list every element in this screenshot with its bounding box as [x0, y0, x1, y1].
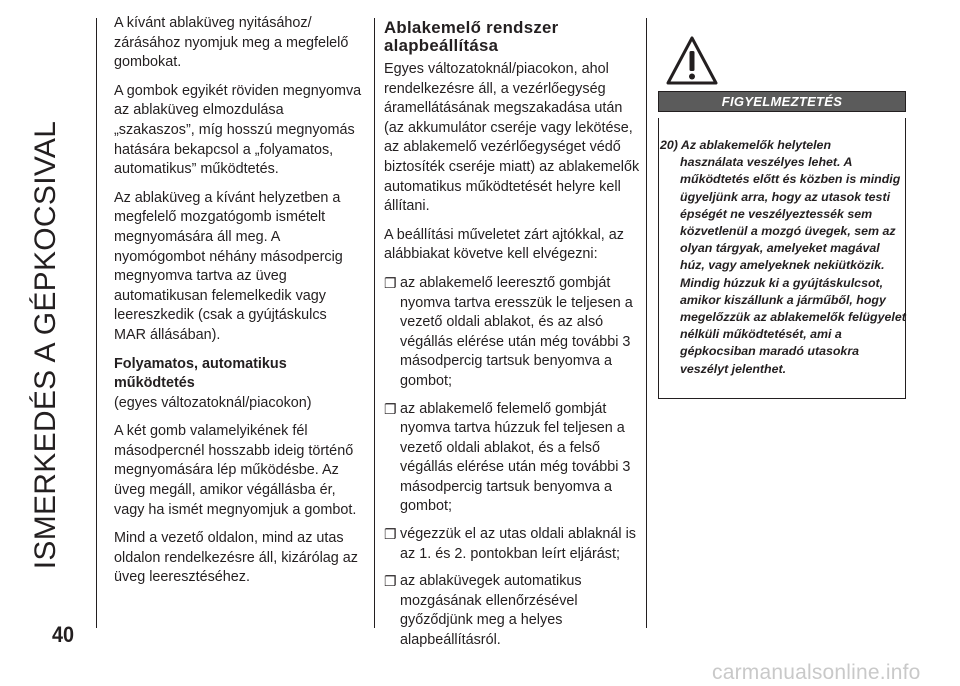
paragraph: A gombok egyikét röviden megnyomva az ablaküveg elmozdulása „szakaszos”, míg hosszú megnyomás hatására bekapcsol a „folyamatos, automatikus” működtetés. [114, 82, 362, 178]
chapter-title: ISMERKEDÉS A GÉPKOCSIVAL [29, 120, 62, 570]
list-item [384, 572, 640, 650]
paragraph: Mind a vezető oldalon, mind az utas oldalon rendelkezésre áll, kizárólag az üveg leeresztéséhez. [114, 530, 358, 586]
heading-note: (egyes változatoknál/piacokon) [114, 394, 312, 411]
list-item [384, 525, 640, 564]
warning-body: használata veszélyes lehet. A működtetés előtt és közben is mindig ügyeljünk arra, hogy az utasok testi épségét ne veszélyeztessék sem közvetlenül a mozgó üvegek, sem az olyan tárgyak, amelyeket magával húz, vagy amelyeknek nekiütközik. Mindig húzzuk ki a gyújtáskulcsot, amikor kiszállunk a járműből, hogy megelőzzük az ablakemelők felügyelet nélküli működtetését, ami a gépkocsiban maradó utasokra veszélyt jelenthet. [680, 155, 906, 376]
list-item-text: végezzük el az utas oldali ablaknál is az 1. és 2. pontokban leírt eljárást; [400, 526, 636, 562]
checkbox-bullet-icon: ❐ [384, 526, 397, 543]
warning-text [660, 137, 906, 378]
warning-title: FIGYELMEZTETÉS [658, 91, 906, 112]
list-item [384, 400, 640, 518]
section-heading: Folyamatos, automatikus működtetés [114, 355, 287, 392]
list-item [384, 274, 640, 392]
side-divider [96, 18, 97, 628]
checkbox-bullet-icon: ❐ [384, 274, 397, 291]
paragraph: A két gomb valamelyikének fél másodpercnél hosszabb ideig történő megnyomására lép működésbe. Az üveg megáll, amikor végállásba ér, vagy ha ismét megnyomjuk a gombot. [114, 423, 357, 518]
left-column [114, 14, 362, 597]
list-item-text: az ablakemelő felemelő gombját nyomva tartva húzzuk fel teljesen a vezető oldali ablakot, és a felső végállás elérése után még további 3 másodpercig tartsuk benyomva a gombot; [400, 400, 631, 515]
list-item-text: az ablakemelő leeresztő gombját nyomva tartva eresszük le teljesen a vezető oldali ablakot, és az alsó végállás elérése után még további 3 másodpercig tartsuk benyomva a gombot; [400, 274, 633, 389]
page-number: 40 [52, 622, 75, 647]
paragraph: A beállítási műveletet zárt ajtókkal, az alábbiakat követve kell elvégezni: [384, 226, 624, 263]
column-divider-1 [374, 18, 375, 628]
checkbox-bullet-icon: ❐ [384, 573, 397, 590]
paragraph: A kívánt ablaküveg nyitásához/ zárásához nyomjuk meg a megfelelő gombokat. [114, 15, 349, 71]
paragraph: Egyes változatoknál/piacokon, ahol rendelkezésre áll, a vezérlőegység áramellátásának megszakadása után (az akkumulátor cseréje vagy lekötése, az ablakemelő vezérlőegységet védő biztosíték cseréje miatt) az ablakemelők automatikus működtetését helyre kell állítani. [384, 61, 640, 215]
warning-triangle-icon [666, 36, 718, 86]
paragraph: Az ablaküveg a kívánt helyzetben a megfelelő mozgatógomb ismételt megnyomására áll meg. A nyomógombot néhány másodpercig megnyomva tartva az üveg automatikusan felemelkedik vagy leereszkedik (csak a gyújtáskulcs MAR állásában). [114, 189, 343, 343]
list-item-text: az ablaküvegek automatikus mozgásának ellenőrzésével győződjünk meg a helyes alapbeállításról. [400, 573, 582, 649]
section-heading: Ablakemelő rendszer alapbeállítása [384, 18, 559, 55]
middle-column [384, 19, 640, 659]
watermark: carmanualsonline.info [712, 661, 921, 684]
warning-first-line: 20) Az ablakemelők helytelen [660, 138, 832, 152]
column-divider-2 [646, 18, 647, 628]
checkbox-bullet-icon: ❐ [384, 400, 397, 417]
